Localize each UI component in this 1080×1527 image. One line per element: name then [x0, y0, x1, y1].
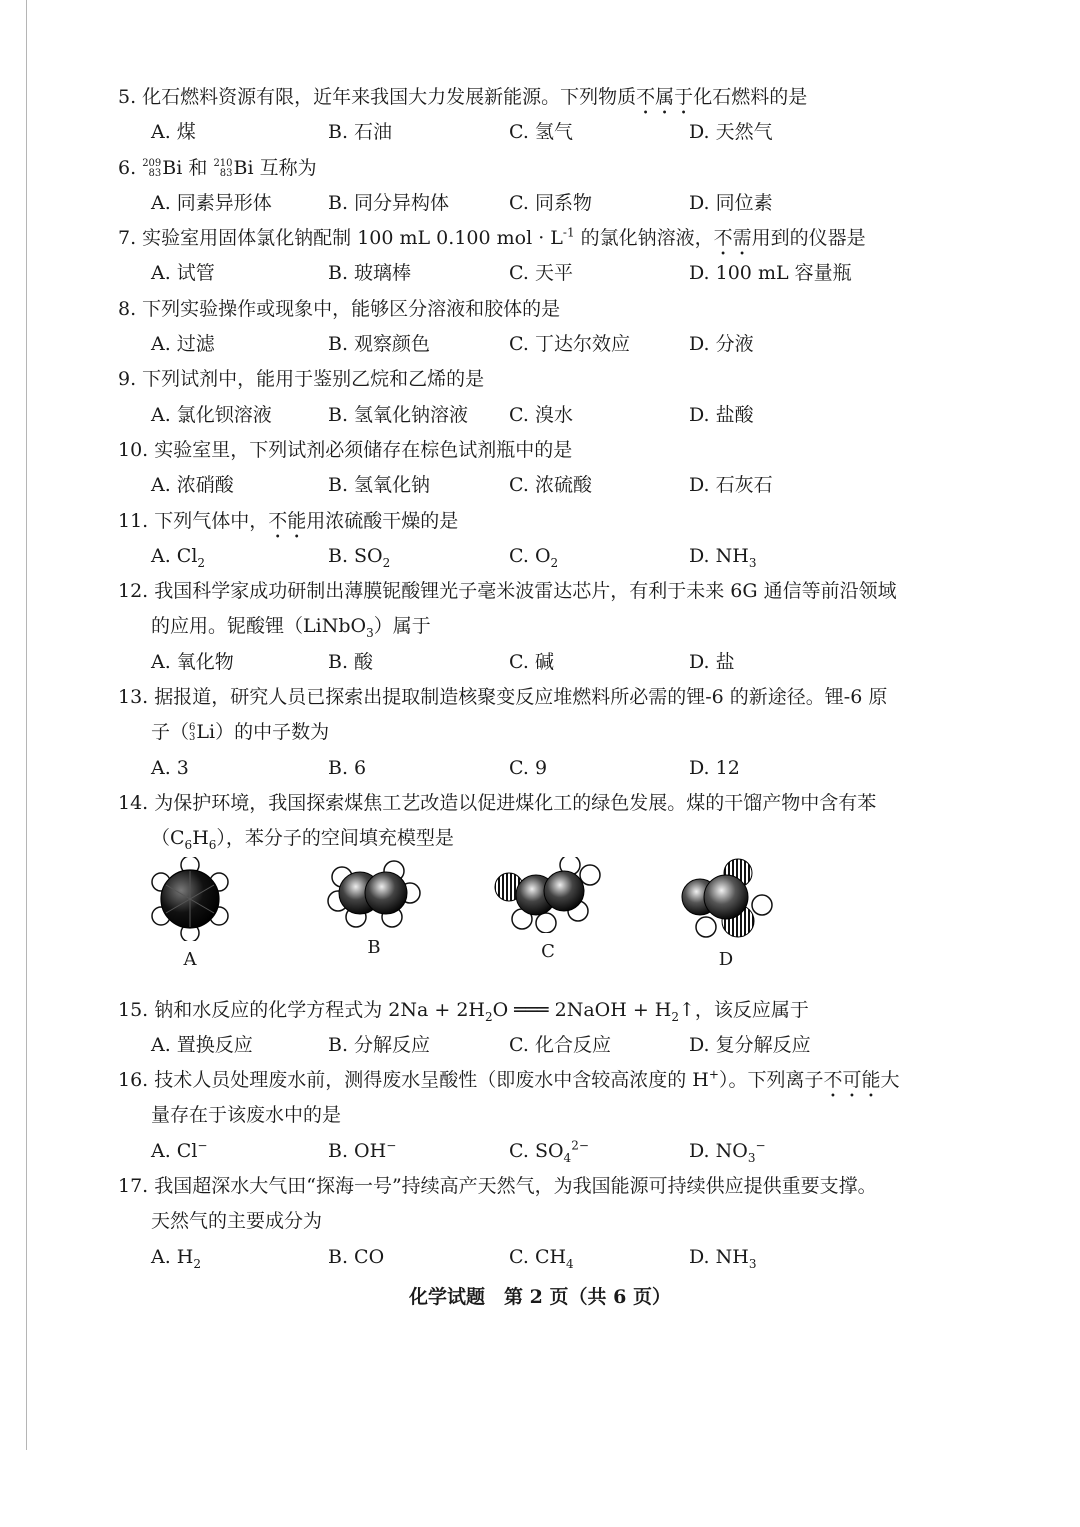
model-label-b: B: [367, 936, 381, 958]
question-11-options: [118, 539, 938, 574]
option-a: A. Cl−: [151, 1138, 208, 1162]
ethanol-model-image: [494, 857, 602, 933]
question-10-stem: 10. 实验室里，下列试剂必须储存在棕色试剂瓶中的是: [118, 438, 573, 461]
option-a: A. 煤: [151, 121, 196, 144]
option-d: D. 同位素: [689, 191, 773, 214]
option-c: C. 9: [509, 756, 548, 779]
option-c: C. 浓硫酸: [509, 474, 592, 497]
question-9-stem: 9. 下列试剂中，能用于鉴别乙烷和乙烯的是: [118, 368, 485, 391]
option-b: B. $SO_2$: [328, 544, 391, 570]
option-b: B. 酸: [328, 650, 374, 673]
option-c: C. 丁达尔效应: [509, 333, 630, 356]
question-6-options: [118, 186, 938, 221]
question-14-stem: 14. 为保护环境，我国探索煤焦工艺改造以促进煤化工的绿色发展。煤的干馏产物中含有苯: [118, 791, 877, 814]
question-14-stem-continued: $(C_6H_6)$，苯分子的空间填充模型是: [151, 827, 454, 853]
option-d: D. 盐: [689, 650, 735, 673]
option-c: C. 溴水: [509, 403, 573, 426]
model-a: [135, 857, 245, 970]
question-12-stem: 12. 我国科学家成功研制出薄膜铌酸锂光子毫米波雷达芯片，有利于未来 6G 通信等前沿领域: [118, 580, 897, 603]
option-a: A. 氯化钡溶液: [151, 403, 272, 426]
option-b: B. 玻璃棒: [328, 262, 412, 285]
option-d: D. 石灰石: [689, 474, 773, 497]
option-d: D. 盐酸: [689, 403, 754, 426]
option-c: C. 同系物: [509, 191, 592, 214]
exam-sheet: [118, 80, 938, 1275]
question-16-stem-continued: 量存在于该废水中的是: [151, 1104, 342, 1127]
page-edge: [26, 0, 27, 1450]
option-d: D. 100 mL 容量瓶: [689, 262, 852, 285]
question-13-options: [118, 751, 938, 786]
question-17-stem: 17. 我国超深水大气田“探海一号”持续高产天然气，为我国能源可持续供应提供重要支撑。: [118, 1175, 877, 1198]
option-c: C. $SO_4^{2-}$: [509, 1138, 589, 1165]
option-d: D. 分液: [689, 333, 754, 356]
model-label-d: D: [718, 948, 734, 970]
model-label-c: C: [541, 940, 555, 962]
question-10-options: [118, 468, 938, 503]
model-b: [319, 857, 429, 958]
space-filling-models: [118, 857, 938, 993]
question-15-options: [118, 1028, 938, 1063]
question-12-stem-continued: 的应用。铌酸锂（LiNbO$_3$）属于: [151, 615, 431, 641]
isotope-notation: 209 83: [142, 157, 162, 179]
option-b: B. 氢氧化钠溶液: [328, 403, 469, 426]
question-7-options: [118, 256, 938, 291]
option-b: B. 观察颜色: [328, 333, 431, 356]
benzene-model-image: [148, 857, 232, 941]
page-footer: 化学试题 第 2 页（共 6 页）: [409, 1286, 671, 1308]
option-b: B. 6: [328, 756, 367, 779]
question-15-stem: 15. 钠和水反应的化学方程式为 $2Na + 2H_2O$ ═══ 2NaOH + $H_2↑$，该反应属于: [118, 998, 809, 1024]
option-c: C. 天平: [509, 262, 573, 285]
option-d: D. 复分解反应: [689, 1033, 811, 1056]
option-a: A. $Cl_2$: [151, 544, 206, 570]
option-b: B. 石油: [328, 121, 393, 144]
question-9-options: [118, 398, 938, 433]
option-d: D. $NH_3$: [689, 544, 757, 570]
option-c: C. 化合反应: [509, 1033, 611, 1056]
option-d: D. 天然气: [689, 121, 773, 144]
question-6-stem: 6. 209 83 Bi 和 210 83 Bi 互称为: [118, 156, 317, 179]
question-5-options: [118, 115, 938, 150]
question-11-stem: 11. 下列气体中，不能用浓硫酸干燥的是: [118, 509, 459, 532]
question-16-stem: 16. 技术人员处理废水前，测得废水呈酸性（即废水中含较高浓度的 H+）。下列离子不可能大: [118, 1067, 900, 1092]
model-d: [671, 857, 781, 970]
ethane-model-image: [326, 857, 422, 929]
question-8-stem: 8. 下列实验操作或现象中，能够区分溶液和胶体的是: [118, 297, 561, 320]
option-a: A. 氧化物: [151, 650, 234, 673]
question-7-stem: 7. 实验室用固体氯化钠配制 100 mL 0.100 mol · $L^{-1}$ 的氯化钠溶液，不需用到的仪器是: [118, 225, 866, 250]
dichloromethane-model-image: [676, 857, 776, 941]
question-13-stem: 13. 据报道，研究人员已探索出提取制造核聚变反应堆燃料所必需的锂-6 的新途径。锂-6 原: [118, 686, 888, 709]
option-a: A. $H_2$: [151, 1245, 202, 1271]
option-c: C. 氢气: [509, 121, 573, 144]
isotope-notation: 6 3: [189, 722, 196, 744]
option-c: C. $O_2$: [509, 544, 559, 570]
question-16-options: [118, 1134, 938, 1169]
option-b: B. 氢氧化钠: [328, 474, 431, 497]
option-b: B. OH−: [328, 1138, 397, 1162]
option-a: A. 过滤: [151, 333, 215, 356]
question-5-stem: 5. 化石燃料资源有限，近年来我国大力发展新能源。下列物质不属于化石燃料的是: [118, 86, 808, 108]
question-13-stem-continued: 子（ 6 3 Li）的中子数为: [151, 721, 330, 744]
model-label-a: A: [183, 948, 197, 970]
option-a: A. 浓硝酸: [151, 474, 234, 497]
option-a: A. 3: [151, 756, 189, 779]
option-b: B. CO: [328, 1245, 385, 1268]
question-17-stem-continued: 天然气的主要成分为: [151, 1210, 323, 1233]
option-b: B. 分解反应: [328, 1033, 431, 1056]
option-b: B. 同分异构体: [328, 191, 450, 214]
option-a: A. 置换反应: [151, 1033, 253, 1056]
option-d: D. $NH_3$: [689, 1245, 757, 1271]
question-12-options: [118, 645, 938, 680]
question-17-options: [118, 1240, 938, 1275]
option-d: D. $NO_3^-$: [689, 1138, 766, 1165]
isotope-notation: 210 83: [213, 157, 233, 179]
option-d: D. 12: [689, 756, 740, 779]
option-c: C. $CH_4$: [509, 1245, 574, 1271]
option-a: A. 同素异形体: [151, 191, 272, 214]
option-c: C. 碱: [509, 650, 554, 673]
question-8-options: [118, 327, 938, 362]
model-c: [493, 857, 603, 962]
option-a: A. 试管: [151, 262, 215, 285]
